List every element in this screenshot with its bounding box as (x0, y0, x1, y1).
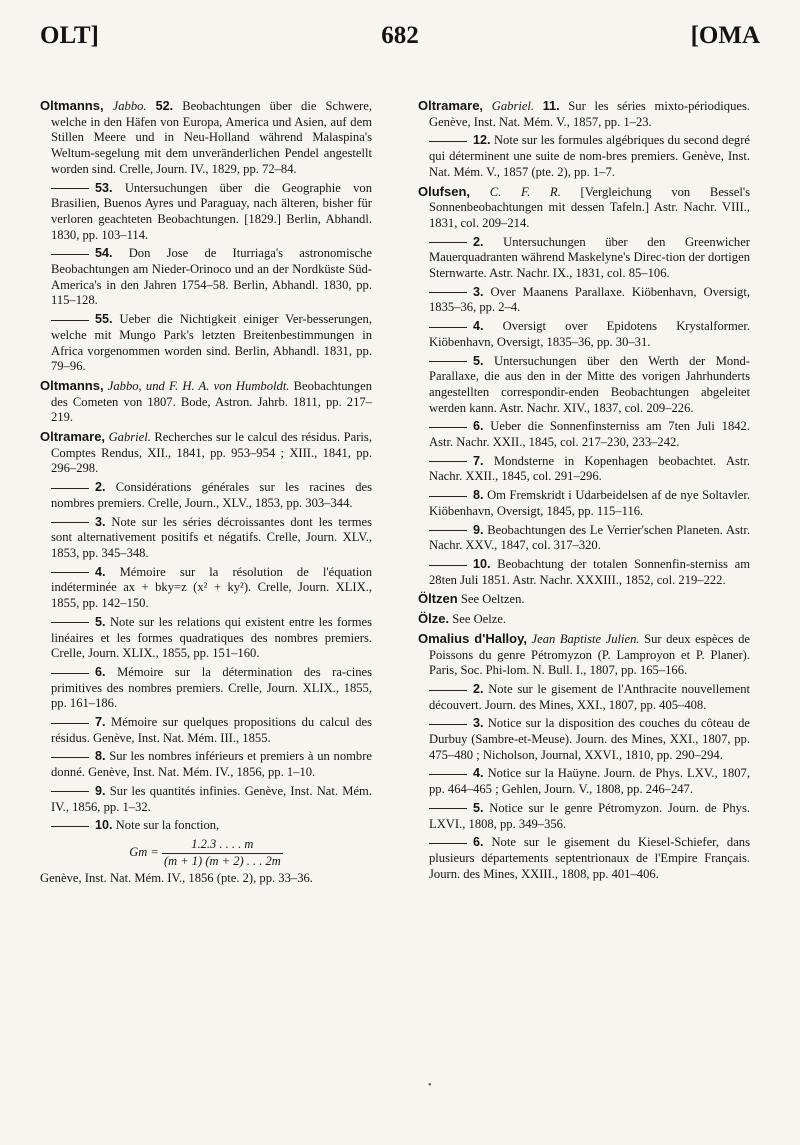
ditto-dash (51, 488, 89, 489)
ditto-dash (429, 496, 467, 497)
author-given-name: Gabriel. (491, 99, 535, 113)
left-column (40, 98, 372, 890)
entry-number: 2. (473, 234, 484, 249)
entry-text: Notice sur la disposition des couches du côteau de Durbuy (Sambre-et-Meuse). Journ. des Mines, XXI., 1807, pp. 475–480 ; Nicholson, Journal, XXVI., 1810, pp. 290–294. (429, 716, 750, 762)
ditto-dash (51, 522, 89, 523)
sub-entry (418, 835, 750, 882)
entry-text: Om Fremskridt i Udarbeidelsen af de nye Soltavler. Kiöbenhavn, Oversigt, 1845, pp. 115–116. (429, 488, 750, 518)
formula-fraction (162, 837, 283, 869)
entry-number: 4. (473, 766, 484, 781)
ditto-dash (51, 791, 89, 792)
entry-text: Ueber die Sonnenfinsterniss am 7ten Juli 1842. Astr. Nachr. XXII., 1845, col. 217–230, 233–242. (429, 419, 750, 450)
formula-citation: Genève, Inst. Nat. Mém. IV., 1856 (pte. 2), pp. 33–36. (40, 871, 313, 886)
entry-text: Recherches sur le calcul des résidus. Paris, Comptes Rendus, XII., 1841, pp. 953–954 ; XIII., 1841, pp. 296–298. (51, 430, 372, 476)
entry-text: Notice sur la Haüyne. Journ. de Phys. LXV., 1807, pp. 464–465 ; Gehlen, Journ. V., 1808, pp. 246–247. (429, 766, 750, 797)
entry-number: 52. (155, 99, 174, 113)
sub-entry (40, 818, 372, 834)
page-header (40, 16, 760, 56)
ditto-dash (51, 757, 89, 758)
header-right-range: [OMA (690, 22, 760, 49)
entry-number: 10. (473, 556, 491, 571)
entry-text: Sur les quantités infinies. Genève, Inst. Nat. Mém. IV., 1856, pp. 1–32. (51, 783, 373, 814)
entry-text: [Vergleichung von Bessel's Sonnenbeobachtungen mit dessen Tafeln.] Astr. Nachr. VIII., 1831, col. 209–214. (429, 184, 750, 230)
ditto-dash (429, 530, 467, 531)
formula (40, 837, 372, 869)
ditto-dash (429, 141, 467, 142)
entry-number: 3. (473, 716, 484, 731)
author-entry (40, 98, 372, 178)
entry-number: 5. (95, 614, 106, 629)
author-name: Omalius d'Halloy, (418, 630, 527, 646)
sub-entry (40, 784, 372, 815)
entry-number: 54. (95, 246, 113, 261)
entry-number: 8. (473, 488, 484, 503)
entry-text: Untersuchungen über den Werth der Mond-Parallaxe, die aus den in der Mitte des vorigen Jahrhunderts angestellten correspondir-enden Beobachtungen abgeleitet werden kann. Astr. Nachr. XIV., 1837, col. 209–226. (429, 353, 750, 415)
ditto-dash (429, 690, 467, 691)
author-name: Oltmanns, (40, 98, 104, 113)
sub-entry (40, 749, 372, 780)
sub-entry (418, 419, 750, 450)
sub-entry (40, 615, 372, 662)
sub-entry (40, 665, 372, 712)
sub-entry (418, 716, 750, 763)
entry-text: Over Maanens Parallaxe. Kiöbenhavn, Oversigt, 1835–36, pp. 2–4. (429, 284, 751, 315)
sub-entry (418, 354, 750, 417)
sub-entry (418, 523, 750, 554)
formula-denominator: (m + 1) (m + 2) . . . 2m (163, 853, 281, 868)
sub-entry (40, 312, 372, 375)
author-name: Öltzen (418, 591, 458, 607)
entry-text: Beobachtungen des Le Verrier'schen Planeten. Astr. Nachr. XXV., 1847, col. 317–320. (429, 522, 750, 553)
sub-entry (418, 557, 750, 588)
entry-number: 11. (542, 99, 560, 113)
formula-numerator: 1.2.3 . . . . m (191, 836, 254, 851)
sub-entry (418, 682, 750, 713)
entry-number: 3. (95, 514, 106, 529)
ditto-dash (51, 188, 89, 189)
ditto-dash (51, 320, 89, 321)
ditto-dash (429, 724, 467, 725)
ditto-dash (429, 565, 467, 566)
author-name: Ölze. (418, 611, 450, 627)
author-entry (418, 184, 750, 232)
entry-text: Note sur les formules algébriques du second degré qui déterminent une suite de nom-bres premiers. Genève, Inst. Nat. Mém. V., 1857 (pte. 2), pp. 1–7. (429, 133, 751, 179)
author-given-name: Jabbo. (112, 99, 147, 113)
entry-number: 10. (95, 818, 113, 833)
entry-text: Untersuchungen über den Greenwicher Mauerquadranten während Maskelyne's Direc-tion der dortigen Sternwarte. Astr. Nachr. IX., 1831, col. 85–106. (429, 234, 750, 281)
ditto-dash (429, 292, 467, 293)
sub-entry (418, 488, 750, 519)
ditto-dash (51, 673, 89, 674)
entry-text: Untersuchungen über die Geographie von Brasilien, Buenos Ayres und Paraguay, nach älteren, bisher für verloren geachteten Beobachtungen. [1829.] Berlin, Abhandl. 1830, pp. 103–114. (51, 180, 372, 242)
entry-number: 5. (473, 353, 484, 368)
ditto-dash (51, 254, 89, 255)
sub-entry (418, 801, 750, 832)
author-name: Olufsen, (418, 183, 471, 199)
entry-text: Sur les nombres inférieurs et premiers à un nombre donné. Genève, Inst. Nat. Mém. IV., 1856, pp. 1–10. (51, 749, 372, 780)
entry-text: Mondsterne in Kopenhagen beobachtet. Astr. Nachr. XXII., 1845, col. 291–296. (429, 453, 750, 484)
entry-text: Beobachtung der totalen Sonnenfin-sterniss am 28ten Juli 1851. Astr. Nachr. XXXIII., 1852, col. 219–222. (429, 556, 750, 587)
entry-number: 7. (473, 453, 484, 468)
author-given-name: Gabriel. (108, 430, 151, 445)
sub-entry (418, 319, 750, 350)
author-entry (418, 611, 750, 628)
author-entry (418, 98, 750, 130)
sub-entry (418, 766, 750, 797)
entry-number: 7. (95, 715, 106, 730)
entry-number: 5. (473, 800, 484, 815)
sub-entry (40, 515, 372, 562)
entry-number: 2. (473, 681, 484, 696)
entry-number: 3. (473, 284, 484, 299)
author-entry (418, 631, 750, 679)
entry-text: Sur deux espèces de Poissons du genre Pétromyzon (P. Lamproyon et P. Planer). Paris, Soc. Phi-lom. N. Bull. I., 1807, pp. 165–166. (429, 631, 750, 678)
entry-text: Note sur la fonction, (115, 818, 220, 833)
entry-text: Mémoire sur la résolution de l'équation indéterminée ax + bky=z (x² + ky²). Crelle, Journ. XLIX., 1855, pp. 142–150. (51, 564, 372, 611)
entry-text: Oversigt over Epidotens Krystalformer. Kiöbenhavn, Oversigt, 1835–36, pp. 30–31. (429, 319, 750, 349)
entry-number: 9. (473, 522, 484, 537)
header-left-range: OLT] (40, 22, 99, 49)
entry-text: Note sur les relations qui existent entre les formes linéaires et les formes quadratiques des nombres premiers. Crelle, Journ. XLIX., 1855, pp. 151–160. (51, 614, 372, 661)
entry-number: 8. (95, 749, 106, 764)
sub-entry (418, 235, 750, 282)
ditto-dash (51, 826, 89, 827)
ditto-dash (429, 774, 467, 775)
author-given-name: C. F. R. (489, 184, 561, 199)
author-entry (40, 429, 372, 477)
sub-entry (40, 715, 372, 746)
entry-text: Beobachtungen des Cometen von 1807. Bode, Astron. Jahrb. 1811, pp. 217–219. (51, 378, 372, 425)
ditto-dash (429, 242, 467, 243)
entry-text: Notice sur le genre Pétromyzon. Journ. de Phys. LXVI., 1808, pp. 349–356. (429, 800, 751, 831)
entry-number: 6. (95, 664, 106, 679)
entry-text: Don Jose de Iturriaga's astronomische Beobachtungen am Nieder-Orinoco und an der Nordküste Süd-America's in den Jahren 1754–58. Berlin, Abhandl. 1830, pp. 115–128. (51, 246, 372, 308)
ditto-dash (51, 723, 89, 724)
entry-text: Mémoire sur quelques propositions du calcul des résidus. Genève, Inst. Nat. Mém. III., 1855. (51, 715, 372, 745)
entry-number: 6. (473, 835, 484, 850)
ditto-dash (429, 808, 467, 809)
entry-number: 2. (95, 480, 106, 495)
coauthor: und F. H. A. von Humboldt. (145, 378, 290, 393)
entry-text: See Oeltzen. (460, 592, 525, 607)
ditto-dash (429, 327, 467, 328)
sub-entry (40, 246, 372, 309)
author-entry (40, 378, 372, 426)
right-column (418, 98, 750, 885)
ditto-dash (429, 361, 467, 362)
entry-text: Mémoire sur la détermination des ra-cines primitives des nombres premiers. Crelle, Journ. XLIX., 1855, pp. 161–186. (51, 664, 372, 711)
ditto-dash (51, 622, 89, 623)
entry-number: 12. (473, 133, 491, 148)
entry-text: Considérations générales sur les racines des nombres premiers. Crelle, Journ., XLV., 1853, pp. 303–344. (51, 480, 372, 510)
sub-entry (418, 454, 750, 485)
author-name: Oltmanns, (40, 377, 104, 393)
ditto-dash (429, 427, 467, 428)
sub-entry (418, 133, 750, 180)
ditto-dash (51, 572, 89, 573)
author-entry (418, 591, 750, 608)
author-name: Oltramare, (40, 429, 106, 445)
entry-number: 4. (473, 319, 484, 334)
entry-text: Note sur le gisement du Kiesel-Schiefer, dans plusieurs départements septentrionaux de l'Empire Français. Journ. des Mines, XXIII., 1808, pp. 401–406. (429, 835, 750, 881)
formula-lhs: Gm = (129, 845, 159, 860)
entry-number: 6. (473, 419, 484, 434)
page-number: 682 (381, 22, 419, 49)
sub-entry (40, 181, 372, 244)
entry-text: See Oelze. (452, 612, 507, 627)
author-name: Oltramare, (418, 98, 484, 113)
entry-text: Note sur le gisement de l'Anthracite nouvellement découvert. Journ. des Mines, XXI., 1807, pp. 405–408. (429, 681, 750, 712)
entry-text: Ueber die Nichtigkeit einiger Ver-besserungen, welche mit Mungo Park's letzten Breitenbestimmungen in Africa vorgenommen worden sind. Berlin, Abhandl. 1831, pp. 79–96. (51, 312, 372, 374)
entry-text: Beobachtungen über die Schwere, welche in den Häfen von Europa, America und Asien, auf dem Stillen Meere und in Neu-Holland während Malaspina's Weltum-segelung mit dem unveränderlichen Pendel angestellt worden sind. Crelle, Journ. IV., 1829, pp. 72–84. (51, 99, 372, 176)
ditto-dash (429, 843, 467, 844)
entry-text: Sur les séries mixto-périodiques. Genève, Inst. Nat. Mém. V., 1857, pp. 1–23. (429, 99, 751, 129)
entry-text: Note sur les séries décroissantes dont les termes sont alternativement positifs et négatifs. Crelle, Journ. XLV., 1853, pp. 345–348. (51, 514, 372, 560)
entry-number: 4. (95, 564, 106, 579)
margin-mark: • (428, 1080, 432, 1091)
sub-entry (40, 565, 372, 612)
author-given-name: Jabbo, (107, 378, 142, 393)
sub-entry (40, 480, 372, 511)
sub-entry (418, 285, 750, 316)
author-given-name: Jean Baptiste Julien. (531, 631, 640, 646)
entry-number: 53. (95, 180, 113, 195)
entry-number: 55. (95, 312, 113, 327)
ditto-dash (429, 461, 467, 462)
entry-number: 9. (95, 783, 106, 798)
